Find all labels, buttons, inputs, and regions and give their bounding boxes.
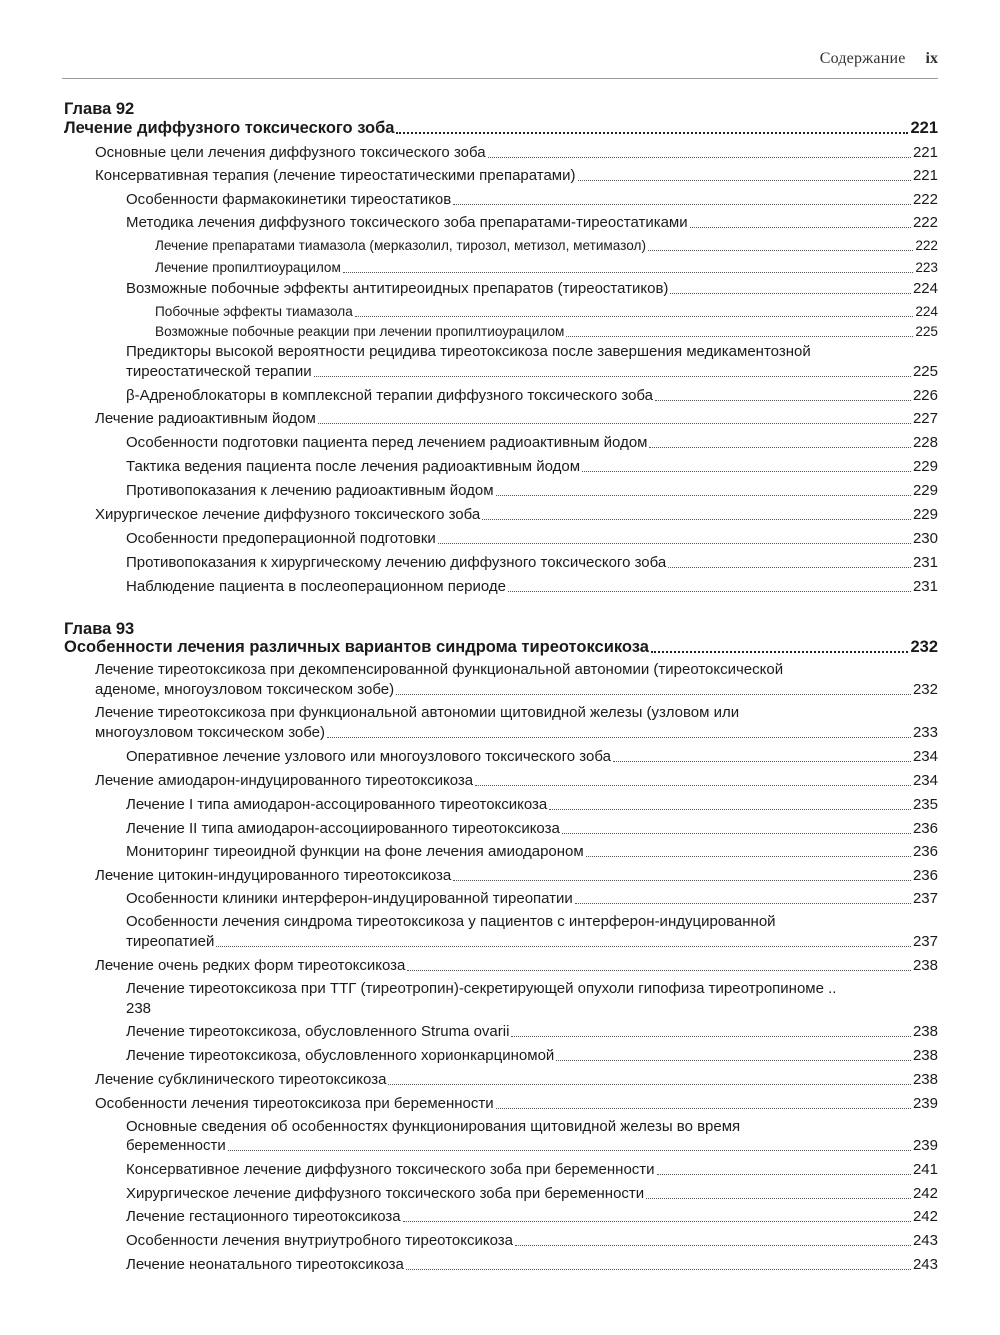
dot-leader <box>562 833 911 834</box>
toc-entry-page: 239 <box>912 1095 938 1112</box>
running-header <box>820 50 938 68</box>
toc-entry[interactable] <box>95 409 938 428</box>
toc-entry-page: 230 <box>912 530 938 547</box>
toc-entry-page: 225 <box>912 363 938 380</box>
toc-entry-page: 223 <box>915 260 938 275</box>
toc-entry-first-line[interactable]: Лечение тиреотоксикоза при функциональной автономии щитовидной железы (узловом или <box>95 704 740 721</box>
toc-entry-page: 231 <box>912 578 938 595</box>
toc-entry-first-line[interactable]: Предикторы высокой вероятности рецидива тиреотоксикоза после завершения медикаментозной <box>126 343 811 360</box>
toc-entry[interactable] <box>126 1136 938 1155</box>
dot-leader <box>488 157 911 158</box>
dot-leader <box>396 694 911 695</box>
dot-leader <box>511 1036 911 1037</box>
toc-entry-title: Побочные эффекты тиамазола <box>155 304 353 319</box>
toc-entry-title: Особенности лечения внутриутробного тиреотоксикоза <box>126 1232 513 1249</box>
dot-leader <box>496 1108 911 1109</box>
toc-entry[interactable] <box>126 1160 938 1179</box>
dot-leader <box>556 1060 911 1061</box>
toc-entry[interactable] <box>95 680 938 699</box>
toc-entry-title: Особенности лечения тиреотоксикоза при беременности <box>95 1095 494 1112</box>
dot-leader <box>318 423 911 424</box>
toc-entry[interactable] <box>95 771 938 790</box>
toc-entry-title: Хирургическое лечение диффузного токсического зоба при беременности <box>126 1185 645 1202</box>
toc-entry-title: Противопоказания к хирургическому лечению диффузного токсического зоба <box>126 554 667 571</box>
dot-leader <box>578 180 911 181</box>
toc-entry[interactable] <box>126 1046 938 1065</box>
toc-entry[interactable] <box>126 1231 938 1250</box>
toc-entry-page: 242 <box>912 1185 938 1202</box>
toc-entry[interactable] <box>126 457 938 476</box>
toc-entry-page: 229 <box>912 458 938 475</box>
dot-leader <box>403 1221 911 1222</box>
dot-leader <box>496 495 911 496</box>
toc-entry-title: Консервативная терапия (лечение тиреостатическими препаратами) <box>95 167 576 184</box>
dot-leader <box>407 970 911 971</box>
toc-entry-title: Лечение неонатального тиреотоксикоза <box>126 1256 404 1273</box>
header-divider <box>62 78 938 79</box>
toc-entry-title: многоузловом токсическом зобе) <box>95 724 326 741</box>
toc-entry-page: 229 <box>912 482 938 499</box>
toc-entry-page: 237 <box>912 933 938 950</box>
toc-entry-page: 238 <box>912 1071 938 1088</box>
toc-entry-page: 236 <box>912 843 938 860</box>
chapter-label: Глава 92 <box>64 100 135 118</box>
dot-leader <box>566 336 913 337</box>
toc-entry-title: β-Адреноблокаторы в комплексной терапии диффузного токсического зоба <box>126 387 654 404</box>
dot-leader <box>327 737 911 738</box>
toc-entry[interactable] <box>126 1022 938 1041</box>
toc-entry-title: Консервативное лечение диффузного токсического зоба при беременности <box>126 1161 655 1178</box>
dot-leader <box>453 880 911 881</box>
toc-entry-title: Методика лечения диффузного токсического зоба препаратами-тиреостатиками <box>126 214 688 231</box>
toc-entry-title: Лечение радиоактивным йодом <box>95 410 316 427</box>
toc-entry-title: Лечение амиодарон-индуцированного тиреотоксикоза <box>95 772 474 789</box>
dot-leader <box>648 250 913 251</box>
toc-entry-page: 224 <box>915 304 938 319</box>
toc-entry-first-line[interactable]: Лечение тиреотоксикоза при ТТГ (тиреотропин)-секретирующей опухоли гипофиза тиреотропиноме .. <box>126 980 837 997</box>
toc-entry-title: Лечение очень редких форм тиреотоксикоза <box>95 957 406 974</box>
toc-entry-page: 221 <box>912 144 938 161</box>
toc-entry[interactable] <box>95 1094 938 1113</box>
toc-entry[interactable] <box>126 795 938 814</box>
toc-entry-title: тиреостатической терапии <box>126 363 312 380</box>
toc-entry-page: 226 <box>912 387 938 404</box>
toc-entry-page: 232 <box>912 681 938 698</box>
toc-entry-page: 222 <box>915 238 938 253</box>
dot-leader <box>655 400 911 401</box>
toc-entry-title: Возможные побочные реакции при лечении пропилтиоурацилом <box>155 324 565 339</box>
toc-entry[interactable] <box>126 553 938 572</box>
dot-leader <box>668 567 911 568</box>
toc-entry[interactable] <box>155 258 938 277</box>
toc-entry[interactable] <box>126 1184 938 1203</box>
toc-entry-title: Основные цели лечения диффузного токсического зоба <box>95 144 486 161</box>
toc-entry-title: Оперативное лечение узлового или многоузлового токсического зоба <box>126 748 611 765</box>
toc-entry[interactable] <box>155 236 938 255</box>
toc-entry[interactable] <box>95 166 938 185</box>
toc-entry[interactable] <box>95 505 938 524</box>
dot-leader <box>586 856 911 857</box>
chapter-title-entry[interactable] <box>64 638 938 657</box>
toc-entry-page: 236 <box>912 867 938 884</box>
dot-leader <box>549 809 911 810</box>
dot-leader <box>475 785 911 786</box>
page-number: ix <box>925 50 938 67</box>
toc-entry-page: 239 <box>912 1137 938 1154</box>
dot-leader <box>453 204 911 205</box>
chapter-page: 221 <box>910 119 938 137</box>
toc-entry-page: 238 <box>912 957 938 974</box>
dot-leader <box>613 761 911 762</box>
toc-entry-title: Особенности предоперационной подготовки <box>126 530 436 547</box>
toc-entry-page: 235 <box>912 796 938 813</box>
toc-entry[interactable] <box>95 866 938 885</box>
toc-entry-first-line[interactable]: Лечение тиреотоксикоза при декомпенсированной функциональной автономии (тиреотоксической <box>95 661 784 678</box>
dot-leader <box>670 293 911 294</box>
toc-entry-page: 242 <box>912 1208 938 1225</box>
toc-entry-title: Хирургическое лечение диффузного токсического зоба <box>95 506 481 523</box>
toc-entry-page: 224 <box>912 280 938 297</box>
toc-entry-page: 231 <box>912 554 938 571</box>
toc-entry[interactable] <box>126 190 938 209</box>
toc-entry[interactable] <box>95 956 938 975</box>
toc-entry-page: 228 <box>912 434 938 451</box>
toc-entry-page: 234 <box>912 748 938 765</box>
toc-entry-page: 233 <box>912 724 938 741</box>
toc-entry-title: Лечение тиреотоксикоза, обусловленного хорионкарциномой <box>126 1047 555 1064</box>
toc-entry-title: Особенности подготовки пациента перед лечением радиоактивным йодом <box>126 434 648 451</box>
toc-entry-page[interactable]: 238 <box>126 1000 152 1017</box>
toc-entry-title: Лечение цитокин-индуцированного тиреотоксикоза <box>95 867 452 884</box>
dot-leader <box>406 1269 911 1270</box>
toc-entry-title: Мониторинг тиреоидной функции на фоне лечения амиодароном <box>126 843 584 860</box>
toc-entry-title: Лечение I типа амиодарон-ассоцированного тиреотоксикоза <box>126 796 548 813</box>
toc-entry[interactable] <box>95 1070 938 1089</box>
toc-entry-title: Лечение препаратами тиамазола (мерказолил, тирозол, метизол, метимазол) <box>155 238 646 253</box>
toc-entry-title: Лечение II типа амиодарон-ассоциированного тиреотоксикоза <box>126 820 560 837</box>
chapter-title: Особенности лечения различных вариантов синдрома тиреотоксикоза <box>64 638 649 656</box>
chapter-title-entry[interactable] <box>64 119 938 138</box>
toc-entry-title: тиреопатией <box>126 933 215 950</box>
toc-entry-page: 221 <box>912 167 938 184</box>
toc-entry[interactable] <box>126 481 938 500</box>
toc-entry[interactable] <box>126 932 938 951</box>
dot-leader <box>690 227 911 228</box>
toc-entry[interactable] <box>95 143 938 162</box>
toc-entry[interactable] <box>126 842 938 861</box>
toc-entry-page: 238 <box>912 1047 938 1064</box>
dot-leader <box>228 1150 911 1151</box>
toc-entry-title: аденоме, многоузловом токсическом зобе) <box>95 681 395 698</box>
toc-entry[interactable] <box>126 433 938 452</box>
dot-leader <box>343 272 913 273</box>
dot-leader <box>515 1245 911 1246</box>
toc-entry[interactable] <box>126 819 938 838</box>
toc-entry-page: 234 <box>912 772 938 789</box>
toc-entry-title: Лечение субклинического тиреотоксикоза <box>95 1071 387 1088</box>
toc-entry[interactable] <box>155 302 938 321</box>
dot-leader <box>388 1084 911 1085</box>
toc-entry-page: 241 <box>912 1161 938 1178</box>
toc-entry-page: 222 <box>912 214 938 231</box>
toc-entry[interactable] <box>126 386 938 405</box>
dot-leader <box>438 543 911 544</box>
dot-leader <box>646 1198 911 1199</box>
toc-entry[interactable] <box>126 213 938 232</box>
toc-entry-page: 238 <box>912 1023 938 1040</box>
toc-entry[interactable] <box>126 362 938 381</box>
toc-entry-first-line[interactable]: Особенности лечения синдрома тиреотоксикоза у пациентов с интерферон-индуцированной <box>126 913 776 930</box>
dot-leader <box>575 903 911 904</box>
toc-entry[interactable] <box>126 279 938 298</box>
toc-entry-page: 222 <box>912 191 938 208</box>
toc-entry-title: Противопоказания к лечению радиоактивным йодом <box>126 482 494 499</box>
toc-entry[interactable] <box>126 1255 938 1274</box>
dot-leader <box>582 471 911 472</box>
toc-entry[interactable] <box>95 723 938 742</box>
toc-entry-title: Тактика ведения пациента после лечения радиоактивным йодом <box>126 458 581 475</box>
toc-entry-page: 229 <box>912 506 938 523</box>
toc-entry-title: Возможные побочные эффекты антитиреоидных препаратов (тиреостатиков) <box>126 280 669 297</box>
dot-leader <box>482 519 911 520</box>
toc-entry-page: 236 <box>912 820 938 837</box>
toc-entry-first-line[interactable]: Основные сведения об особенностях функционирования щитовидной железы во время <box>126 1118 741 1135</box>
toc-entry[interactable] <box>126 529 938 548</box>
toc-entry-page: 225 <box>915 324 938 339</box>
toc-entry-title: Лечение тиреотоксикоза, обусловленного Struma ovarii <box>126 1023 510 1040</box>
toc-entry-page: 227 <box>912 410 938 427</box>
toc-entry-title: Особенности клиники интерферон-индуцированной тиреопатии <box>126 890 573 907</box>
toc-entry-page: 243 <box>912 1232 938 1249</box>
dot-leader <box>508 591 911 592</box>
dot-leader <box>314 376 911 377</box>
dot-leader <box>396 132 908 134</box>
dot-leader <box>651 651 909 653</box>
running-header-section: Содержание <box>819 50 906 67</box>
toc-entry-title: Наблюдение пациента в послеоперационном периоде <box>126 578 506 595</box>
toc-entry[interactable] <box>126 889 938 908</box>
toc-entry[interactable] <box>126 747 938 766</box>
chapter-title: Лечение диффузного токсического зоба <box>64 119 395 137</box>
dot-leader <box>216 946 911 947</box>
toc-entry[interactable] <box>126 1207 938 1226</box>
toc-entry-title: Особенности фармакокинетики тиреостатиков <box>126 191 452 208</box>
toc-entry-title: Лечение гестационного тиреотоксикоза <box>126 1208 401 1225</box>
chapter-page: 232 <box>910 638 938 656</box>
dot-leader <box>657 1174 911 1175</box>
toc-entry[interactable] <box>126 577 938 596</box>
dot-leader <box>355 316 914 317</box>
chapter-label: Глава 93 <box>64 620 135 638</box>
toc-entry-title: Лечение пропилтиоурацилом <box>155 260 341 275</box>
toc-entry-page: 243 <box>912 1256 938 1273</box>
toc-entry[interactable] <box>155 322 938 341</box>
toc-entry-page: 237 <box>912 890 938 907</box>
dot-leader <box>649 447 910 448</box>
toc-entry-title: беременности <box>126 1137 226 1154</box>
